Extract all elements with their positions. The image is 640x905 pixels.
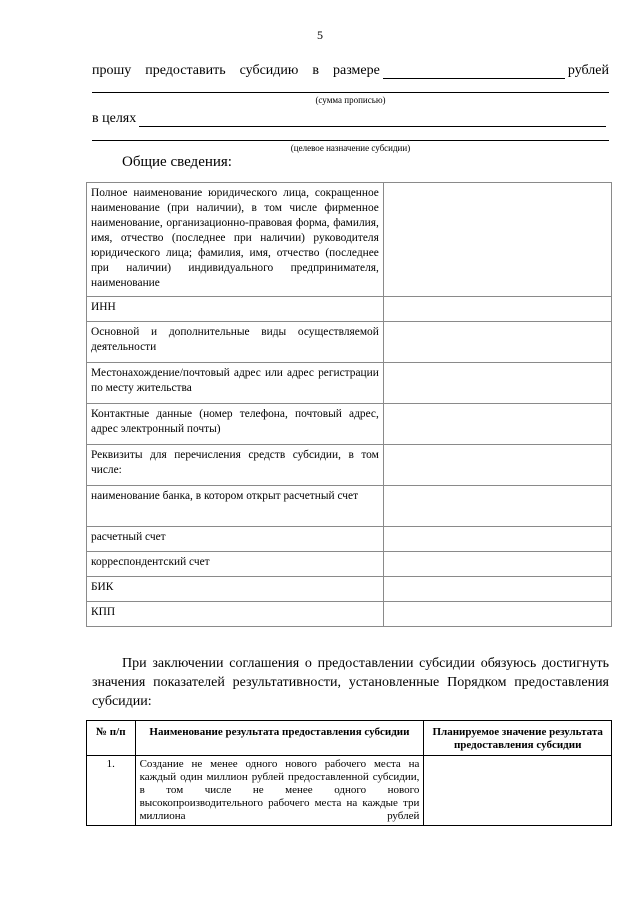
request-word: размере xyxy=(332,63,380,78)
row-value[interactable] xyxy=(383,297,611,322)
row-label: Местонахождение/почтовый адрес или адрес регистрации по месту жительства xyxy=(87,363,384,404)
currency-label: рублей xyxy=(567,63,609,78)
request-word: прошу xyxy=(92,63,132,78)
header-planned-value: Планируемое значение результата предоставления субсидии xyxy=(424,721,612,756)
row-label: корреспондентский счет xyxy=(87,552,384,577)
table-row xyxy=(87,527,612,552)
row-result-name: Создание не менее одного нового рабочего места на каждый один миллион рублей предоставленной субсидии, в том числе не менее одного нового высокопроизводительного рабочего места на каждые три миллиона рублей xyxy=(135,756,424,826)
row-label: расчетный счет xyxy=(87,527,384,552)
pledge-paragraph: При заключении соглашения о предоставлении субсидии обязуюсь достигнуть значения показателей результативности, установленные Порядком предоставления субсидии: xyxy=(92,656,609,709)
header-number: № п/п xyxy=(87,721,136,756)
row-label: БИК xyxy=(87,577,384,602)
purpose-field[interactable] xyxy=(139,113,606,127)
purpose-caption: (целевое назначение субсидии) xyxy=(290,143,411,153)
row-value[interactable] xyxy=(383,445,611,486)
general-info-table xyxy=(86,182,612,627)
row-value[interactable] xyxy=(383,322,611,363)
table-row xyxy=(87,486,612,527)
row-number: 1. xyxy=(87,756,136,826)
row-value[interactable] xyxy=(383,552,611,577)
row-value[interactable] xyxy=(383,183,611,297)
amount-caption: (сумма прописью) xyxy=(315,95,386,105)
purpose-continuation-field[interactable] xyxy=(92,140,609,141)
request-word: в xyxy=(312,63,319,78)
row-value[interactable] xyxy=(383,577,611,602)
row-label: ИНН xyxy=(87,297,384,322)
request-word: субсидию xyxy=(239,63,299,78)
subsidy-amount-line xyxy=(92,63,609,79)
section-title: Общие сведения: xyxy=(122,154,232,170)
row-label: Полное наименование юридического лица, сокращенное наименование (при наличии), в том числе фирменное наименование, организационно-правовая форма, фамилия, имя, отчество (последнее при наличии) руководителя юридического лица; фамилия, имя, отчество (последнее при наличии) индивидуального предпринимателя, наименование xyxy=(87,183,384,297)
table-header-row xyxy=(87,721,612,756)
table-row xyxy=(87,404,612,445)
row-planned-value[interactable] xyxy=(424,756,612,826)
row-value[interactable] xyxy=(383,363,611,404)
row-label: Реквизиты для перечисления средств субсидии, в том числе: xyxy=(87,445,384,486)
row-label: наименование банка, в котором открыт расчетный счет xyxy=(87,486,384,527)
table-row xyxy=(87,445,612,486)
page-number: 5 xyxy=(317,28,323,42)
request-word: предоставить xyxy=(145,63,226,78)
table-row xyxy=(87,183,612,297)
row-label: Основной и дополнительные виды осуществляемой деятельности xyxy=(87,322,384,363)
results-table xyxy=(86,720,612,826)
row-value[interactable] xyxy=(383,602,611,627)
amount-words-field[interactable] xyxy=(92,92,609,93)
purpose-line xyxy=(92,111,609,127)
row-value[interactable] xyxy=(383,527,611,552)
table-row xyxy=(87,756,612,826)
table-row xyxy=(87,297,612,322)
amount-field[interactable] xyxy=(383,65,565,79)
purpose-label: в целях xyxy=(92,111,137,126)
table-row xyxy=(87,577,612,602)
row-label: КПП xyxy=(87,602,384,627)
table-row xyxy=(87,602,612,627)
table-row xyxy=(87,363,612,404)
row-value[interactable] xyxy=(383,404,611,445)
table-row xyxy=(87,552,612,577)
header-result-name: Наименование результата предоставления субсидии xyxy=(135,721,424,756)
row-value[interactable] xyxy=(383,486,611,527)
table-row xyxy=(87,322,612,363)
row-label: Контактные данные (номер телефона, почтовый адрес, адрес электронный почты) xyxy=(87,404,384,445)
